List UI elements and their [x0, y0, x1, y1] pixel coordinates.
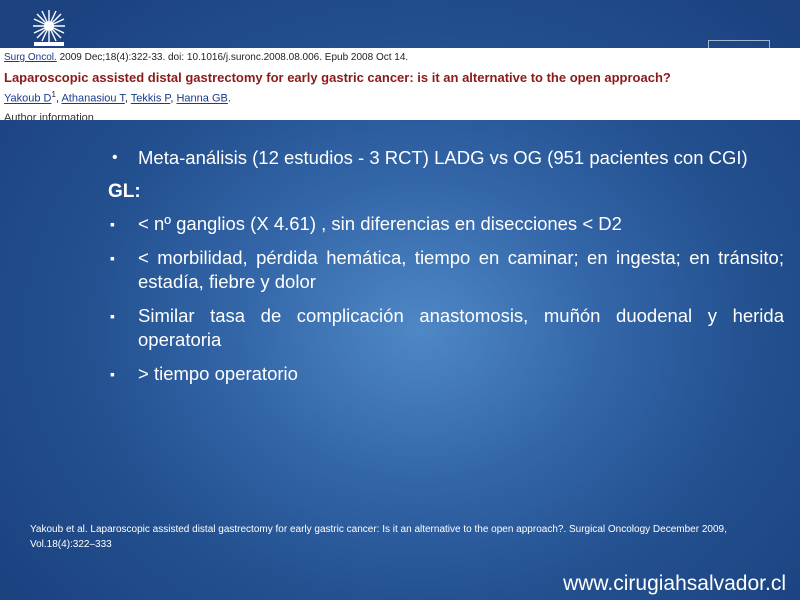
citation-author-info: Author information: [4, 112, 94, 120]
website-url: www.cirugiahsalvador.cl: [563, 572, 786, 595]
list-item: [108, 246, 784, 294]
bullet-text: < nº ganglios (X 4.61) , sin diferencias en disecciones < D2: [138, 213, 622, 234]
square-bullet-icon: ▪: [110, 308, 115, 324]
citation-source-line: [4, 52, 408, 63]
slide-content: [108, 146, 784, 396]
starburst-logo-icon: [26, 8, 72, 48]
list-item: [108, 146, 784, 170]
bullet-text: > tiempo operatorio: [138, 363, 298, 384]
author-link-3[interactable]: Tekkis P: [130, 92, 171, 105]
citation-journal-link[interactable]: Surg Oncol.: [4, 52, 57, 63]
author-link-4[interactable]: Hanna GB: [176, 92, 228, 105]
section-heading: GL:: [108, 181, 141, 202]
author-link-2[interactable]: Athanasiou T: [61, 92, 125, 105]
square-bullet-icon: ▪: [110, 250, 115, 266]
bullet-text: < morbilidad, pérdida hemática, tiempo en caminar; en ingesta; en tránsito; estadía, fiebre y dolor: [138, 247, 784, 292]
list-item: [108, 212, 784, 236]
bullet-text: Meta-análisis (12 estudios - 3 RCT) LADG vs OG (951 pacientes con CGI): [138, 147, 748, 168]
author-affiliation-sup: 1: [51, 90, 56, 99]
citation-screenshot: [0, 48, 800, 120]
citation-authors: Yakoub $D^1$, Athanasiou T, Tekkis P, Hanna GB.: [4, 90, 231, 105]
list-item: [108, 304, 784, 352]
citation-source-details: 2009 Dec;18(4):322-33. doi: 10.1016/j.suronc.2008.08.006. Epub 2008 Oct 14.: [56, 52, 409, 63]
square-bullet-icon: ▪: [110, 216, 115, 232]
reference-footnote: Yakoub et al. Laparoscopic assisted distal gastrectomy for early gastric cancer: Is it an alternative to the open approach?. Surgical Oncology December 2009, Vol.18(4):322–333: [30, 524, 727, 550]
citation-title: Laparoscopic assisted distal gastrectomy for early gastric cancer: is it an alternative to the open approach?: [4, 70, 671, 85]
bullet-text: Similar tasa de complicación anastomosis, muñón duodenal y herida operatoria: [138, 305, 784, 350]
square-bullet-icon: ▪: [110, 366, 115, 382]
author-link-1[interactable]: Yakoub D: [4, 92, 52, 105]
list-item: [108, 362, 784, 386]
bullet-dot-icon: •: [112, 149, 118, 166]
